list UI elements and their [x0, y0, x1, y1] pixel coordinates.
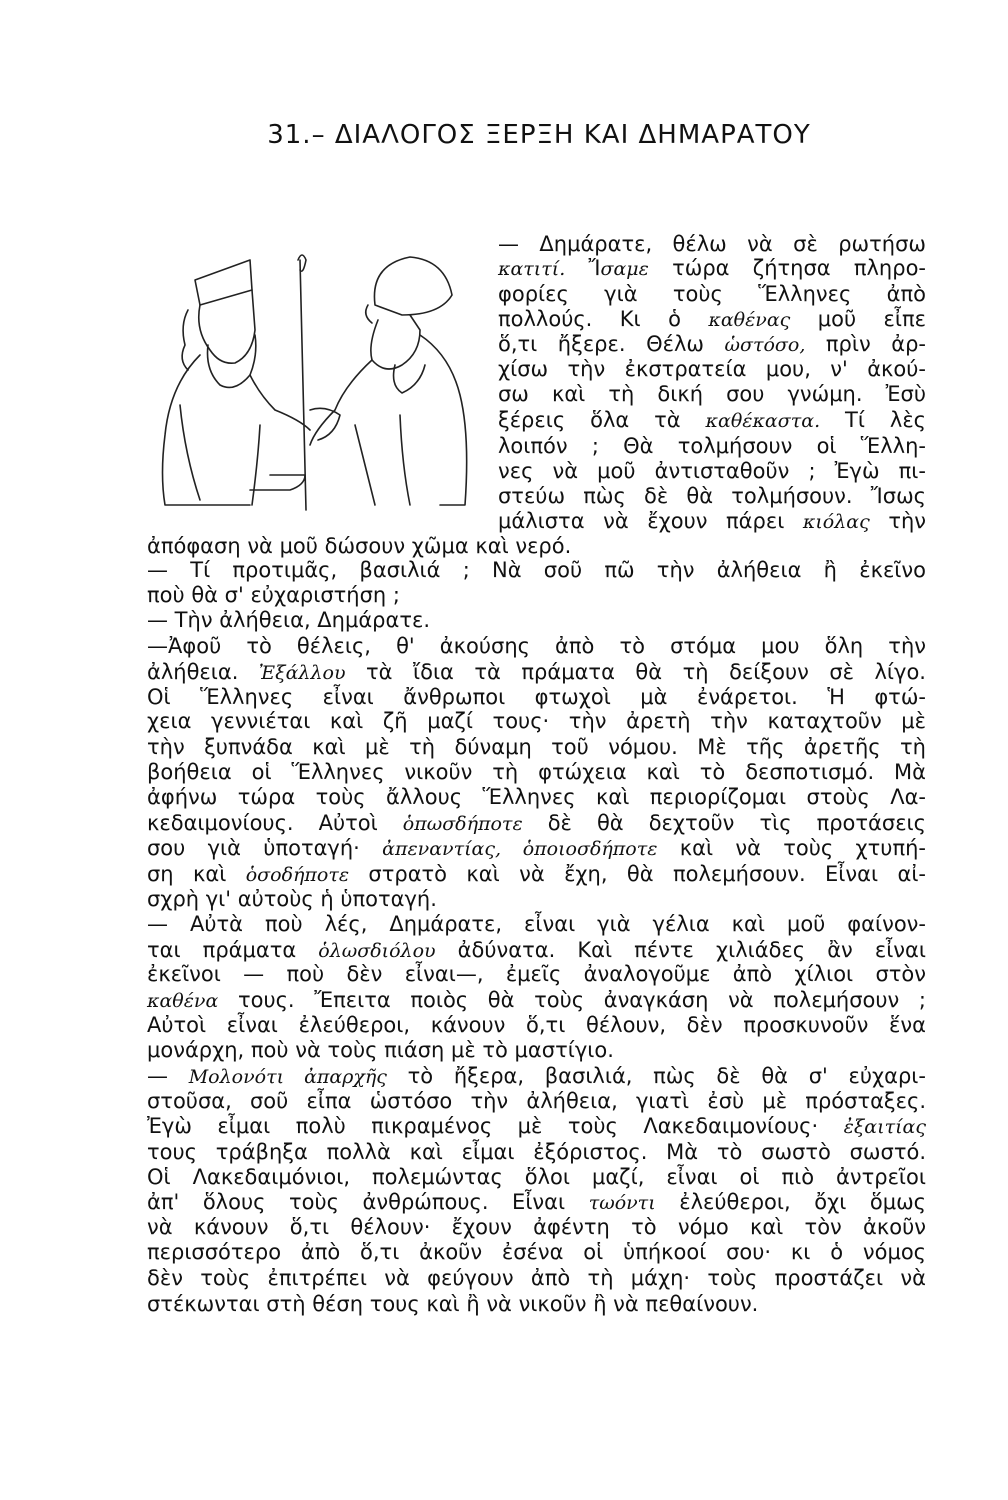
text-line: χεια γεννιέται καὶ ζῆ μαζί τους· τὴν ἀρετὴ τὴν καταχτοῦν μὲ — [147, 709, 926, 733]
text-line: μονάρχη, ποὺ νὰ τοὺς πιάση μὲ τὸ μαστίγιο. — [147, 1038, 614, 1062]
text-line: — Τὴν ἀλήθεια, Δημάρατε. — [147, 608, 431, 632]
text-line: — Μολονότι ἀπαρχῆς τὸ ἤξερα, βασιλιά, πὼς δὲ θὰ σ' εὐχαρι- — [147, 1064, 926, 1088]
emphasized-word: καθένα — [147, 990, 219, 1012]
text-line: ἀπόφαση νὰ μοῦ δώσουν χῶμα καὶ νερό. — [147, 534, 572, 558]
text-line: ὅ,τι ἤξερε. Θέλω ὡστόσο, πρὶν ἀρ- — [498, 332, 926, 356]
page-title: 31.– ΔΙΑΛΟΓΟΣ ΞΕΡΞΗ ΚΑΙ ΔΗΜΑΡΑΤΟΥ — [267, 120, 811, 150]
text-line: Οἱ Λακεδαιμόνιοι, πολεμώντας ὅλοι μαζί, εἶναι οἱ πιὸ ἀντρεῖοι — [147, 1165, 926, 1189]
emphasized-word: κατιτί. — [498, 258, 566, 280]
text-line: τὴν ξυπνάδα καὶ μὲ τὴ δύναμη τοῦ νόμου. Μὲ τῆς ἀρετῆς τὴ — [147, 735, 926, 759]
text-line: σω καὶ τὴ δική σου γνώμη. Ἐσὺ — [498, 382, 926, 406]
text-line: νες νὰ μοῦ ἀντισταθοῦν ; Ἐγὼ πι- — [498, 459, 926, 483]
text-line: — Τί προτιμᾶς, βασιλιά ; Νὰ σοῦ πῶ τὴν ἀλήθεια ἢ ἐκεῖνο — [147, 558, 926, 582]
text-line: μάλιστα νὰ ἔχουν πάρει κιόλας τὴν — [498, 509, 927, 533]
emphasized-word: ἐξαιτίας — [843, 1116, 926, 1138]
text-line: δὲν τοὺς ἐπιτρέπει νὰ φεύγουν ἀπὸ τὴ μάχη· τοὺς προστάζει νὰ — [147, 1266, 926, 1290]
text-line: καθένα τους. Ἔπειτα ποιὸς θὰ τοὺς ἀναγκάση νὰ πολεμήσουν ; — [147, 988, 926, 1012]
emphasized-word: ὁπωσδήποτε — [402, 813, 523, 835]
emphasized-word: ὁσοδήποτε — [245, 864, 350, 886]
text-line: ἀπ' ὅλους τοὺς ἀνθρώπους. Εἶναι τωόντι ἐλεύθεροι, ὄχι ὅμως — [147, 1190, 926, 1214]
text-line: βοήθεια οἱ Ἕλληνες νικοῦν τὴ φτώχεια καὶ τὸ δεσποτισμό. Μὰ — [147, 760, 926, 784]
text-line: στεύω πὼς δὲ θὰ τολμήσουν. Ἴσως — [498, 484, 926, 508]
text-line: κεδαιμονίους. Αὐτοὶ ὁπωσδήποτε δὲ θὰ δεχτοῦν τὶς προτάσεις — [147, 811, 926, 835]
emphasized-word: ὁλωσδιόλου — [318, 940, 436, 962]
text-line: περισσότερο ἀπὸ ὅ,τι ἀκοῦν ἐσένα οἱ ὑπήκοοί σου· κι ὁ νόμος — [147, 1240, 926, 1264]
text-line: στέκωνται στὴ θέση τους καὶ ἢ νὰ νικοῦν ἢ νὰ πεθαίνουν. — [147, 1292, 759, 1316]
emphasized-word: Ἐξάλλου — [258, 662, 346, 684]
text-line: ξέρεις ὅλα τὰ καθέκαστα. Τί λὲς — [498, 408, 927, 432]
text-line: — Δημάρατε, θέλω νὰ σὲ ρωτήσω — [498, 232, 926, 256]
text-line: —Ἀφοῦ τὸ θέλεις, θ' ἀκούσης ἀπὸ τὸ στόμα μου ὅλη τὴν — [147, 634, 926, 658]
text-line: ἐκεῖνοι — ποὺ δὲν εἶναι—, ἐμεῖς ἀναλογοῦμε ἀπὸ χίλιοι στὸν — [147, 962, 926, 986]
emphasized-word: σαμε — [600, 258, 649, 280]
text-line: σου γιὰ ὑποταγή· ἀπεναντίας, ὁποιοσδήποτε καὶ νὰ τοὺς χτυπή- — [147, 836, 926, 860]
text-line: Αὐτοὶ εἶναι ἐλεύθεροι, κάνουν ὅ,τι θέλουν, δὲν προσκυνοῦν ἕνα — [147, 1013, 926, 1037]
text-line: νὰ κάνουν ὅ,τι θέλουν· ἔχουν ἀφέντη τὸ νόμο καὶ τὸν ἀκοῦν — [147, 1215, 926, 1239]
text-line: Οἱ Ἕλληνες εἶναι ἄνθρωποι φτωχοὶ μὰ ἐνάρετοι. Ἡ φτώ- — [147, 685, 926, 709]
emphasized-word: τωόντι — [588, 1192, 656, 1214]
text-line: κατιτί. Ἴσαμε τώρα ζήτησα πληρο- — [498, 256, 926, 280]
text-line: ση καὶ ὁσοδήποτε στρατὸ καὶ νὰ ἔχη, θὰ πολεμήσουν. Εἶναι αἰ- — [147, 862, 927, 886]
text-line: σχρὴ γι' αὐτοὺς ἡ ὑποταγή. — [147, 887, 437, 911]
emphasized-word: ὡστόσο, — [724, 334, 806, 356]
text-line: ἀλήθεια. Ἐξάλλου τὰ ἴδια τὰ πράματα θὰ τὴ δείξουν σὲ λίγο. — [147, 660, 926, 684]
text-line: ται πράματα ὁλωσδιόλου ἀδύνατα. Καὶ πέντε χιλιάδες ἂν εἶναι — [147, 938, 926, 962]
text-line: — Αὐτὰ ποὺ λές, Δημάρατε, εἶναι γιὰ γέλια καὶ μοῦ φαίνον- — [147, 912, 926, 936]
text-line: ἀφήνω τώρα τοὺς ἄλλους Ἕλληνες καὶ περιορίζομαι στοὺς Λα- — [147, 785, 926, 809]
text-line: χίσω τὴν ἐκστρατεία μου, ν' ἀκού- — [498, 357, 926, 381]
emphasized-word: κιόλας — [802, 511, 870, 533]
xerxes-demaratus-illustration — [140, 235, 490, 525]
text-line: πολλούς. Κι ὁ καθένας μοῦ εἶπε — [498, 307, 926, 331]
text-line: τους τράβηξα πολλὰ καὶ εἶμαι ἐξόριστος. Μὰ τὸ σωστὸ σωστό. — [147, 1140, 926, 1164]
emphasized-word: ἀπεναντίας, ὁποιοσδήποτε — [382, 838, 658, 860]
text-line: Ἐγὼ εἶμαι πολὺ πικραμένος μὲ τοὺς Λακεδαιμονίους· ἐξαιτίας — [147, 1114, 926, 1138]
emphasized-word: Μολονότι ἀπαρχῆς — [188, 1066, 387, 1088]
emphasized-word: καθένας — [708, 309, 791, 331]
text-line: στοῦσα, σοῦ εἶπα ὡστόσο τὴν ἀλήθεια, γιατὶ ἐσὺ μὲ πρόσταξες. — [147, 1089, 926, 1113]
text-line: φορίες γιὰ τοὺς Ἕλληνες ἀπὸ — [498, 282, 926, 306]
text-line: λοιπόν ; Θὰ τολμήσουν οἱ Ἕλλη- — [498, 434, 926, 458]
emphasized-word: καθέκαστα. — [705, 410, 821, 432]
text-line: ποὺ θὰ σ' εὐχαριστήση ; — [147, 583, 400, 607]
